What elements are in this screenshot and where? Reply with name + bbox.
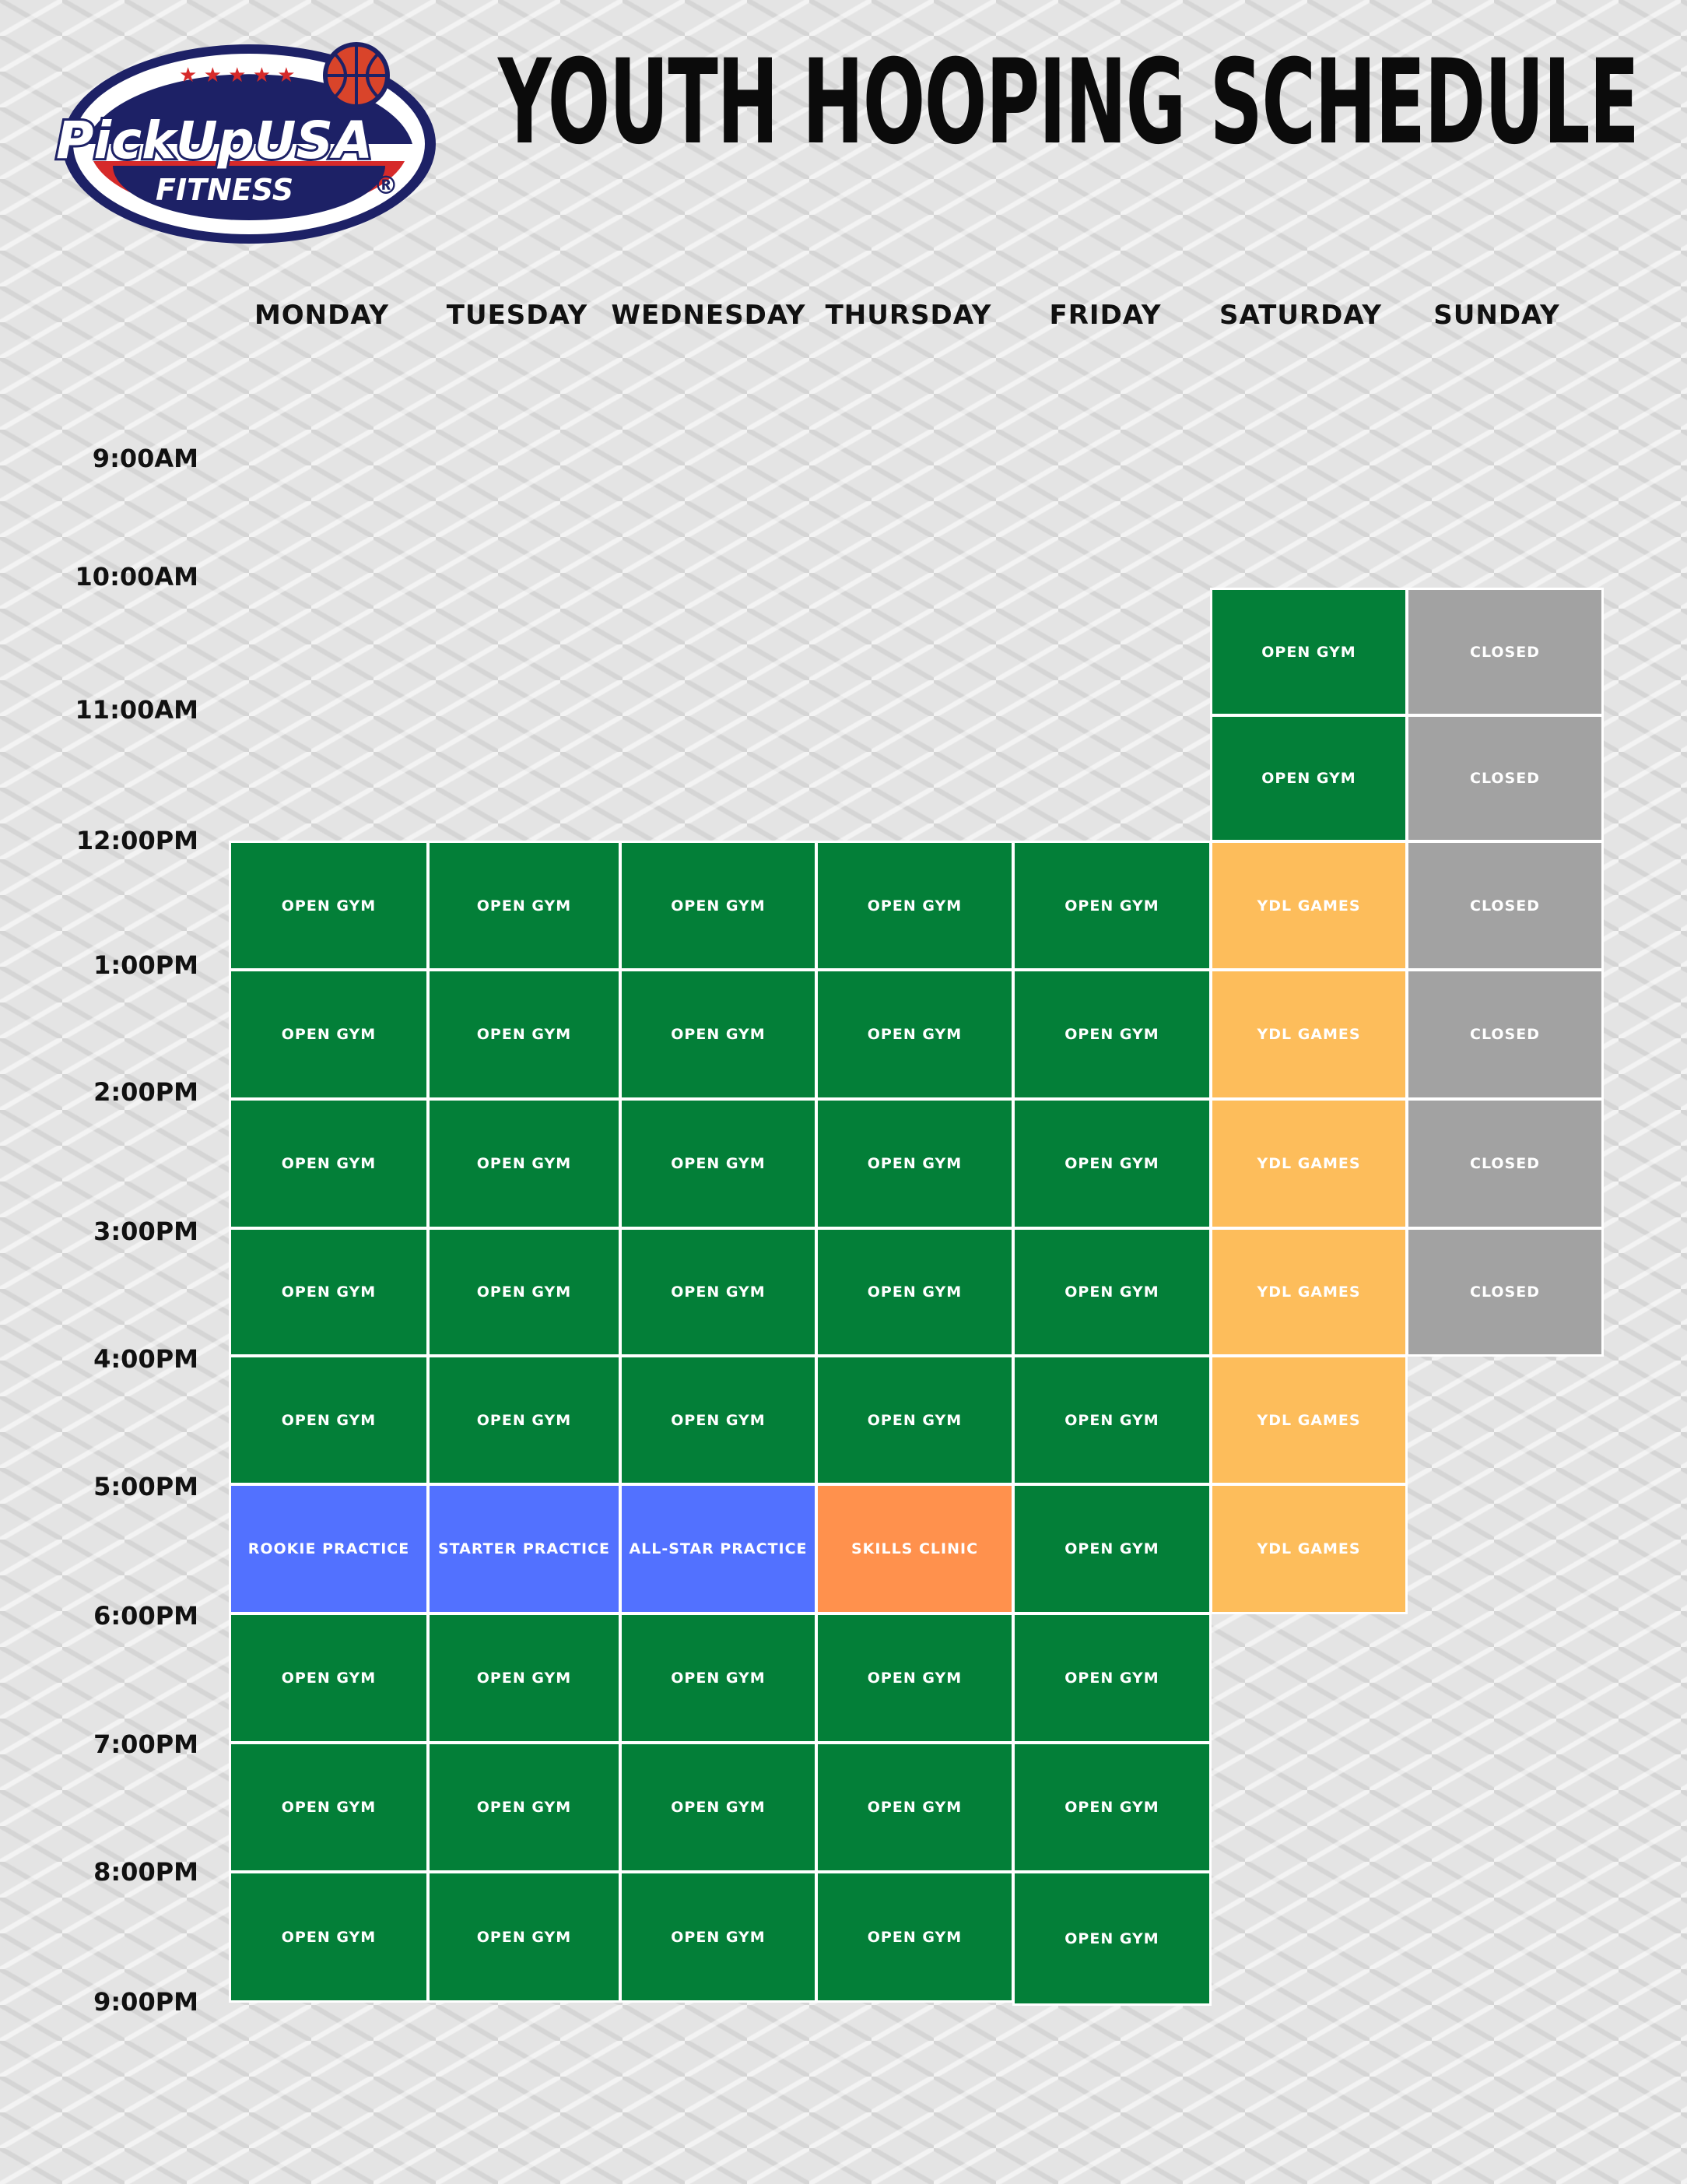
time-label: 12:00PM	[75, 826, 198, 855]
schedule-cell-wednesday-2pm: OPEN GYM	[619, 1098, 817, 1229]
schedule-cell-friday-4pm: OPEN GYM	[1012, 1355, 1212, 1485]
time-label: 7:00PM	[93, 1729, 198, 1759]
schedule-cell-thursday-4pm: OPEN GYM	[815, 1355, 1014, 1485]
schedule-cell-wednesday-6pm: OPEN GYM	[619, 1613, 817, 1743]
schedule-cell-saturday-11am: OPEN GYM	[1210, 715, 1408, 842]
time-label: 3:00PM	[93, 1217, 198, 1246]
time-label: 2:00PM	[93, 1077, 198, 1107]
schedule-cell-monday-2pm: OPEN GYM	[229, 1098, 429, 1229]
time-label: 4:00PM	[93, 1344, 198, 1374]
day-header-friday: FRIDAY	[1049, 300, 1162, 331]
schedule-cell-friday-5pm: OPEN GYM	[1012, 1484, 1212, 1614]
schedule-cell-thursday-1pm: OPEN GYM	[815, 969, 1014, 1100]
schedule-cell-friday-12pm: OPEN GYM	[1012, 841, 1212, 971]
time-label: 11:00AM	[75, 695, 198, 725]
time-label: 5:00PM	[93, 1472, 198, 1501]
schedule-cell-monday-7pm: OPEN GYM	[229, 1742, 429, 1873]
schedule-cell-sunday-11am: CLOSED	[1406, 715, 1604, 842]
schedule-cell-monday-3pm: OPEN GYM	[229, 1227, 429, 1357]
schedule-cell-thursday-8pm: OPEN GYM	[815, 1871, 1014, 2003]
svg-text:PickUpUSA: PickUpUSA	[56, 111, 374, 170]
schedule-cell-saturday-12pm: YDL GAMES	[1210, 841, 1408, 971]
time-label: 10:00AM	[75, 562, 198, 592]
day-header-tuesday: TUESDAY	[446, 300, 588, 331]
schedule-cell-wednesday-12pm: OPEN GYM	[619, 841, 817, 971]
schedule-cell-thursday-3pm: OPEN GYM	[815, 1227, 1014, 1357]
schedule-cell-tuesday-8pm: OPEN GYM	[427, 1871, 621, 2003]
schedule-cell-tuesday-5pm: STARTER PRACTICE	[427, 1484, 621, 1614]
time-label: 1:00PM	[93, 950, 198, 980]
schedule-cell-sunday-2pm: CLOSED	[1406, 1098, 1604, 1229]
day-header-sunday: SUNDAY	[1433, 300, 1560, 331]
time-label: 9:00PM	[93, 1987, 198, 2017]
schedule-cell-wednesday-4pm: OPEN GYM	[619, 1355, 817, 1485]
schedule-cell-saturday-4pm: YDL GAMES	[1210, 1355, 1408, 1485]
schedule-cell-friday-2pm: OPEN GYM	[1012, 1098, 1212, 1229]
schedule-cell-thursday-7pm: OPEN GYM	[815, 1742, 1014, 1873]
svg-text:®: ®	[374, 170, 398, 200]
schedule-cell-wednesday-3pm: OPEN GYM	[619, 1227, 817, 1357]
schedule-cell-tuesday-1pm: OPEN GYM	[427, 969, 621, 1100]
schedule-cell-sunday-10am: CLOSED	[1406, 588, 1604, 716]
schedule-cell-friday-1pm: OPEN GYM	[1012, 969, 1212, 1100]
schedule-cell-sunday-12pm: CLOSED	[1406, 841, 1604, 971]
time-label: 9:00AM	[92, 444, 198, 473]
schedule-cell-monday-8pm: OPEN GYM	[229, 1871, 429, 2003]
time-label: 6:00PM	[93, 1601, 198, 1631]
schedule-cell-wednesday-7pm: OPEN GYM	[619, 1742, 817, 1873]
page-title: YOUTH HOOPING SCHEDULE	[498, 35, 1639, 170]
schedule-cell-tuesday-2pm: OPEN GYM	[427, 1098, 621, 1229]
schedule-cell-monday-12pm: OPEN GYM	[229, 841, 429, 971]
schedule-cell-saturday-5pm: YDL GAMES	[1210, 1484, 1408, 1614]
schedule-cell-saturday-10am: OPEN GYM	[1210, 588, 1408, 716]
schedule-cell-saturday-1pm: YDL GAMES	[1210, 969, 1408, 1100]
schedule-cell-saturday-3pm: YDL GAMES	[1210, 1227, 1408, 1357]
svg-text:★ ★ ★ ★ ★: ★ ★ ★ ★ ★	[179, 64, 296, 87]
schedule-cell-wednesday-1pm: OPEN GYM	[619, 969, 817, 1100]
schedule-cell-monday-1pm: OPEN GYM	[229, 969, 429, 1100]
schedule-cell-thursday-12pm: OPEN GYM	[815, 841, 1014, 971]
pickupusa-fitness-logo	[39, 27, 467, 253]
schedule-cell-tuesday-3pm: OPEN GYM	[427, 1227, 621, 1357]
schedule-cell-saturday-2pm: YDL GAMES	[1210, 1098, 1408, 1229]
schedule-cell-monday-4pm: OPEN GYM	[229, 1355, 429, 1485]
schedule-cell-thursday-5pm: SKILLS CLINIC	[815, 1484, 1014, 1614]
schedule-cell-friday-7pm: OPEN GYM	[1012, 1742, 1212, 1873]
day-header-monday: MONDAY	[254, 300, 390, 331]
schedule-cell-wednesday-8pm: OPEN GYM	[619, 1871, 817, 2003]
schedule-cell-friday-3pm: OPEN GYM	[1012, 1227, 1212, 1357]
day-header-saturday: SATURDAY	[1219, 300, 1383, 331]
schedule-cell-sunday-1pm: CLOSED	[1406, 969, 1604, 1100]
schedule-cell-tuesday-12pm: OPEN GYM	[427, 841, 621, 971]
schedule-cell-monday-5pm: ROOKIE PRACTICE	[229, 1484, 429, 1614]
schedule-cell-wednesday-5pm: ALL-STAR PRACTICE	[619, 1484, 817, 1614]
svg-text:FITNESS: FITNESS	[156, 173, 294, 207]
day-header-wednesday: WEDNESDAY	[611, 300, 806, 331]
time-label: 8:00PM	[93, 1857, 198, 1887]
schedule-cell-friday-6pm: OPEN GYM	[1012, 1613, 1212, 1743]
schedule-cell-monday-6pm: OPEN GYM	[229, 1613, 429, 1743]
schedule-cell-tuesday-6pm: OPEN GYM	[427, 1613, 621, 1743]
schedule-cell-sunday-3pm: CLOSED	[1406, 1227, 1604, 1357]
schedule-cell-thursday-2pm: OPEN GYM	[815, 1098, 1014, 1229]
schedule-cell-friday-8pm: OPEN GYM	[1012, 1871, 1212, 2006]
day-header-thursday: THURSDAY	[825, 300, 992, 331]
schedule-cell-tuesday-7pm: OPEN GYM	[427, 1742, 621, 1873]
schedule-cell-tuesday-4pm: OPEN GYM	[427, 1355, 621, 1485]
schedule-cell-thursday-6pm: OPEN GYM	[815, 1613, 1014, 1743]
